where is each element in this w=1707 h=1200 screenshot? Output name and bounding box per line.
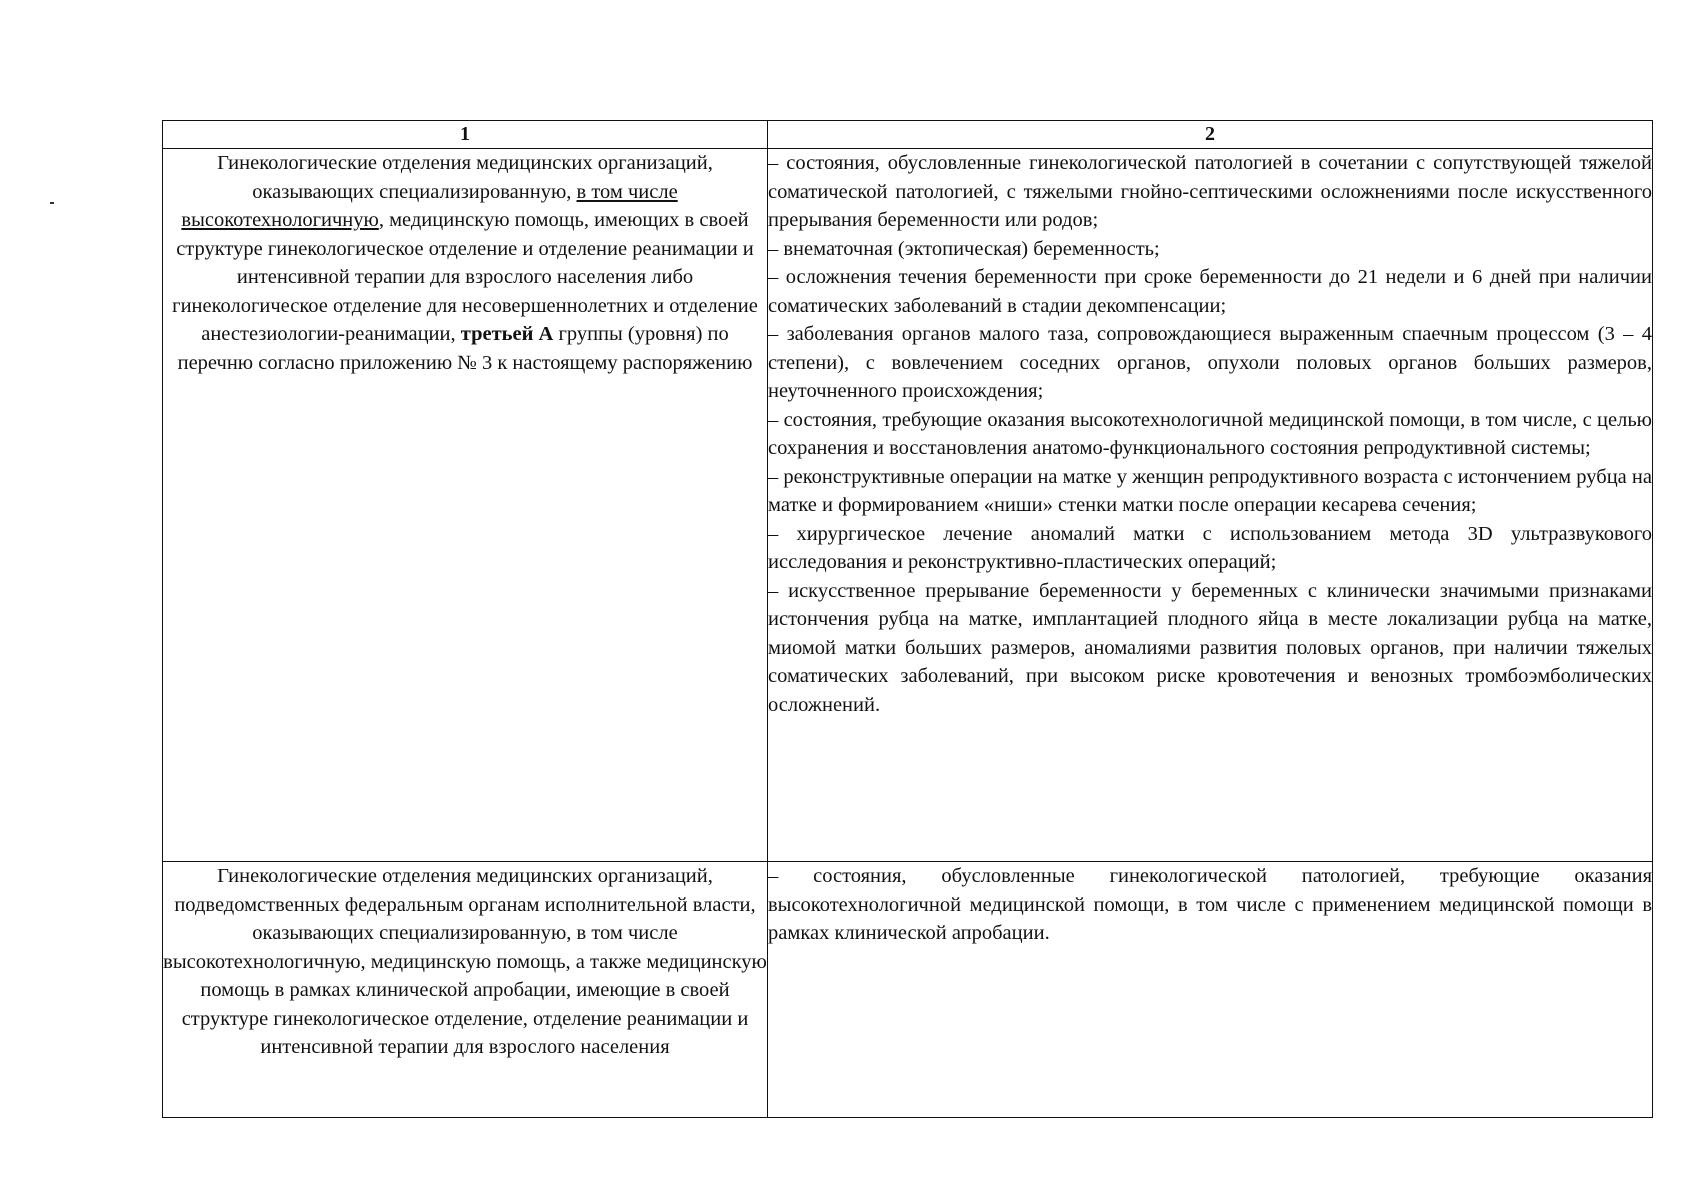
department-text-underlined: в том числе высокотехнологичную bbox=[181, 180, 678, 231]
table-row bbox=[163, 862, 1653, 1118]
table-row bbox=[163, 149, 1653, 862]
conditions-list-cell bbox=[768, 149, 1653, 862]
condition-item: – хирургическое лечение аномалий матки с использованием метода 3D ультразвукового исследования и реконструктивно-пластических операций; bbox=[768, 522, 1652, 573]
condition-item: – заболевания органов малого таза, сопровождающиеся выраженным спаечным процессом (3 – 4 степени), с вовлечением соседних органов, опухоли половых органов больших размеров, неуточненного происхождения; bbox=[768, 323, 1652, 402]
department-text-part3: группы (уровня) по перечню согласно приложению № 3 к настоящему распоряжению bbox=[177, 323, 753, 374]
department-text-part1: Гинекологические отделения медицинских организаций, оказывающих специализированную, bbox=[217, 152, 713, 203]
department-description-cell bbox=[163, 149, 768, 862]
condition-item: – состояния, требующие оказания высокотехнологичной медицинской помощи, в том числе, с целью сохранения и восстановления анатомо-функционального состояния репродуктивной системы; bbox=[768, 408, 1652, 459]
column-number-2: 2 bbox=[768, 121, 1653, 149]
criteria-table bbox=[162, 120, 1653, 1118]
conditions-list-cell bbox=[768, 862, 1653, 1118]
condition-item: – состояния, обусловленные гинекологической патологией, требующие оказания высокотехнологичной медицинской помощи, в том числе с применением медицинской помощи в рамках клинической апробации. bbox=[768, 865, 1652, 944]
department-description-cell: Гинекологические отделения медицинских организаций, подведомственных федеральным органам исполнительной власти, оказывающих специализированную, в том числе высокотехнологичную, медицинскую помощь, а также медицинскую помощь в рамках клинической апробации, имеющие в своей структуре гинекологическое отделение, отделение реанимации и интенсивной терапии для взрослого населения bbox=[163, 862, 768, 1118]
condition-item: – реконструктивные операции на матке у женщин репродуктивного возраста с истончением рубца на матке и формированием «ниши» стенки матки после операции кесарева сечения; bbox=[768, 465, 1652, 516]
department-group-level: третьей А bbox=[460, 323, 554, 345]
column-number-1: 1 bbox=[163, 121, 768, 149]
department-text-part2: , медицинскую помощь, имеющих в своей структуре гинекологическое отделение и отделение реанимации и интенсивной терапии для взрослого населения либо гинекологическое отделение для несовершеннолетних и отделение анестезиологии-реанимации, bbox=[172, 209, 758, 345]
condition-item: – осложнения течения беременности при сроке беременности до 21 недели и 6 дней при наличии соматических заболеваний в стадии декомпенсации; bbox=[768, 266, 1652, 317]
table-header-row bbox=[163, 121, 1653, 149]
scan-speck bbox=[50, 202, 54, 204]
condition-item: – внематочная (эктопическая) беременность; bbox=[768, 237, 1160, 260]
condition-item: – искусственное прерывание беременности у беременных с клинически значимыми признаками истончения рубца на матке, имплантацией плодного яйца в месте локализации рубца на матке, миомой матки больших размеров, аномалиями развития половых органов, при наличии тяжелых соматических заболеваний, при высоком риске кровотечения и венозных тромбоэмболических осложнений. bbox=[768, 579, 1652, 716]
condition-item: – состояния, обусловленные гинекологической патологией в сочетании с сопутствующей тяжелой соматической патологией, с тяжелыми гнойно-септическими осложнениями после искусственного прерывания беременности или родов; bbox=[768, 152, 1652, 231]
